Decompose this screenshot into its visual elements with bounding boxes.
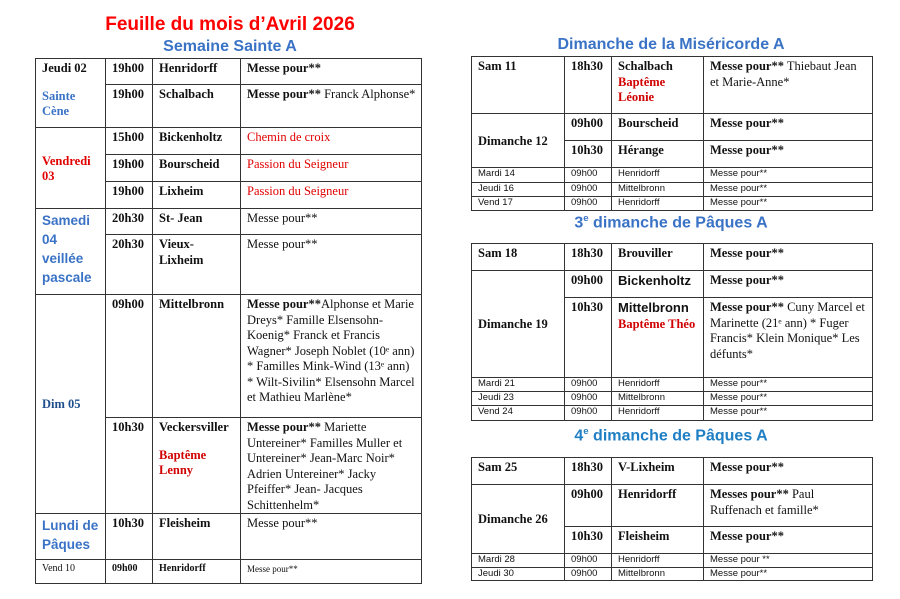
- intention-text: Messe pour **: [710, 554, 770, 565]
- day-cell: [472, 183, 565, 197]
- place-cell: [612, 168, 704, 183]
- section-heading-4e-dimanche: [471, 426, 871, 445]
- place-cell: [153, 418, 241, 514]
- schedule-table-4e-dimanche: [471, 457, 873, 581]
- intention-text: Messe pour**: [710, 406, 768, 417]
- day-label: Vendredi 03: [42, 153, 91, 183]
- intention-text: Messe pour**: [710, 568, 768, 579]
- intention-cell: [704, 141, 873, 168]
- place-cell: [153, 85, 241, 128]
- intention-bold: Messe pour**: [247, 61, 321, 75]
- intention-text: Messe pour**: [710, 392, 768, 403]
- day-label: Lundi de Pâques: [42, 518, 99, 552]
- intention-cell: [704, 458, 873, 485]
- baptism-note: Baptême Léonie: [618, 74, 666, 104]
- intention-bold: Messe pour**: [710, 460, 784, 474]
- intention-cell: [704, 485, 873, 527]
- intention-text: Messe pour**: [247, 516, 318, 530]
- intention-cell: [704, 392, 873, 406]
- place-name: Mittelbronn: [618, 300, 689, 315]
- place-cell: [612, 141, 704, 168]
- place-name: Mittelbronn: [618, 392, 665, 403]
- intention-text: Passion du Seigneur: [247, 184, 349, 198]
- place-name: Bourscheid: [159, 157, 220, 171]
- time-cell: 09h00: [565, 271, 612, 298]
- intention-cell: [704, 298, 873, 378]
- time-cell: 09h00: [565, 114, 612, 141]
- intention-bold: Messe pour**: [710, 143, 784, 157]
- day-cell: [36, 128, 106, 209]
- schedule-row: [472, 168, 873, 183]
- place-cell: [612, 271, 704, 298]
- heading-number: 3: [574, 214, 584, 232]
- day-label: Vend 17: [478, 197, 513, 208]
- schedule-row: [36, 209, 422, 235]
- heading-sup: e: [583, 426, 589, 437]
- intention-text: Cuny Marcel et Marinette (21ᵉ ann) * Fuger Francis* Klein Monique* Les défunts*: [710, 300, 865, 361]
- intention-bold: Messe pour**: [247, 297, 321, 311]
- place-cell: [153, 295, 241, 418]
- time-cell: 10h30: [565, 298, 612, 378]
- heading-sup: e: [583, 213, 589, 224]
- day-cell: [36, 295, 106, 514]
- heading-rest: dimanche de Pâques A: [588, 214, 768, 232]
- intention-cell: [704, 568, 873, 581]
- time-cell: 09h00: [565, 168, 612, 183]
- schedule-row: [472, 183, 873, 197]
- day-label: Vend 10: [42, 563, 76, 574]
- place-name: Henridorff: [618, 168, 660, 179]
- intention-bold: Messe pour**: [710, 529, 784, 543]
- intention-cell: [241, 128, 422, 155]
- place-name: Mittelbronn: [159, 297, 225, 311]
- day-label: Dimanche 12: [478, 133, 548, 148]
- day-label: Samedi 04 veillée pascale: [42, 213, 92, 285]
- schedule-row: [36, 514, 422, 560]
- page-title: Feuille du mois d’Avril 2026: [105, 14, 355, 35]
- place-cell: [612, 392, 704, 406]
- time-cell: 09h00: [106, 295, 153, 418]
- place-name: Mittelbronn: [618, 568, 665, 579]
- intention-text: Messe pour**: [710, 197, 768, 208]
- section-heading-misericorde: Dimanche de la Miséricorde A: [557, 36, 785, 53]
- place-name: Fleisheim: [159, 516, 211, 530]
- schedule-row: [472, 244, 873, 271]
- schedule-row: [472, 197, 873, 211]
- intention-bold: Messe pour**: [710, 246, 784, 260]
- day-cell: [472, 244, 565, 271]
- day-label: Sam 11: [478, 59, 517, 73]
- place-cell: [153, 182, 241, 209]
- place-name: Henridorff: [618, 487, 677, 501]
- time-cell: 09h00: [565, 183, 612, 197]
- intention-cell: [241, 85, 422, 128]
- day-label: Mardi 14: [478, 168, 515, 179]
- schedule-row: [36, 128, 422, 155]
- intention-text: Messe pour**: [710, 378, 768, 389]
- time-cell: 15h00: [106, 128, 153, 155]
- intention-cell: [241, 209, 422, 235]
- baptism-note: Baptême Lenny: [159, 447, 207, 477]
- intention-text: Messe pour**: [247, 564, 298, 574]
- intention-text: Messe pour**: [247, 237, 318, 251]
- time-cell: 10h30: [565, 141, 612, 168]
- heading-number: 4: [574, 427, 584, 445]
- schedule-table-3e-dimanche: [471, 243, 873, 421]
- day-cell: [36, 560, 106, 584]
- place-name: Veckersviller: [159, 420, 229, 434]
- place-name: Lixheim: [159, 184, 204, 198]
- place-cell: [612, 114, 704, 141]
- intention-cell: [704, 183, 873, 197]
- intention-cell: [704, 168, 873, 183]
- time-cell: 09h00: [565, 392, 612, 406]
- schedule-row: [472, 114, 873, 141]
- intention-text: Chemin de croix: [247, 130, 331, 144]
- schedule-row: [472, 554, 873, 568]
- schedule-row: [36, 560, 422, 584]
- place-cell: [153, 155, 241, 182]
- place-cell: [612, 57, 704, 114]
- day-cell: [472, 554, 565, 568]
- day-label: Jeudi 02: [42, 61, 87, 75]
- intention-bold: Messe pour**: [710, 116, 784, 130]
- day-label: Dim 05: [42, 397, 81, 412]
- time-cell: 09h00: [565, 197, 612, 211]
- time-cell: 10h30: [106, 418, 153, 514]
- intention-bold: Messe pour**: [710, 300, 784, 314]
- day-cell: [472, 57, 565, 114]
- schedule-row: [472, 378, 873, 392]
- day-cell: [36, 514, 106, 560]
- place-cell: [612, 554, 704, 568]
- place-name: Schalbach: [618, 59, 673, 73]
- place-name: Mittelbronn: [618, 183, 665, 194]
- intention-cell: [704, 554, 873, 568]
- day-sublabel: Sainte Cène: [42, 88, 76, 118]
- place-cell: [612, 244, 704, 271]
- day-label: Mardi 21: [478, 378, 515, 389]
- day-cell: [472, 271, 565, 378]
- schedule-row: [472, 392, 873, 406]
- place-cell: [153, 514, 241, 560]
- schedule-row: [472, 271, 873, 298]
- intention-cell: [241, 560, 422, 584]
- place-cell: [612, 568, 704, 581]
- day-label: Vend 24: [478, 406, 513, 417]
- intention-cell: [704, 527, 873, 554]
- time-cell: 19h00: [106, 59, 153, 85]
- place-name: Bickenholtz: [159, 130, 223, 144]
- time-cell: 09h00: [106, 560, 153, 584]
- place-cell: [153, 128, 241, 155]
- place-name: Brouviller: [618, 246, 673, 260]
- intention-text: Messe pour**: [710, 168, 768, 179]
- place-name: Henridorff: [618, 378, 660, 389]
- intention-text: Franck Alphonse*: [320, 87, 416, 101]
- intention-cell: [241, 59, 422, 85]
- heading-rest: dimanche de Pâques A: [588, 427, 768, 445]
- intention-cell: [704, 244, 873, 271]
- place-cell: [612, 485, 704, 527]
- day-label: Jeudi 16: [478, 183, 514, 194]
- intention-cell: [241, 295, 422, 418]
- place-cell: [153, 560, 241, 584]
- intention-text: Thiebaut Jean et Marie-Anne*: [710, 59, 857, 89]
- intention-bold: Messe pour**: [247, 87, 321, 101]
- place-cell: [612, 197, 704, 211]
- intention-cell: [704, 114, 873, 141]
- place-name: Henridorff: [159, 563, 206, 574]
- intention-bold: Messe pour**: [247, 420, 321, 434]
- intention-cell: [241, 235, 422, 295]
- day-cell: [472, 168, 565, 183]
- day-cell: [472, 378, 565, 392]
- day-cell: [472, 114, 565, 168]
- place-cell: [612, 183, 704, 197]
- section-heading-3e-dimanche: [471, 213, 871, 232]
- time-cell: 09h00: [565, 406, 612, 421]
- intention-text: Passion du Seigneur: [247, 157, 349, 171]
- schedule-row: [472, 57, 873, 114]
- intention-text: Mariette Untereiner* Familles Muller et Untereiner* Jean-Marc Noir* Adrien Untereiner* Jacky Pfeiffer* Jean- Jacques Schittenhelm*: [247, 420, 403, 512]
- day-cell: [472, 197, 565, 211]
- day-cell: [36, 209, 106, 295]
- place-name: Vieux-Lixheim: [159, 237, 204, 267]
- intention-bold: Messe pour**: [710, 59, 784, 73]
- intention-cell: [704, 271, 873, 298]
- time-cell: 19h00: [106, 155, 153, 182]
- day-cell: [472, 458, 565, 485]
- time-cell: 20h30: [106, 235, 153, 295]
- day-cell: [36, 59, 106, 128]
- day-cell: [472, 485, 565, 554]
- place-cell: [612, 378, 704, 392]
- schedule-row: [472, 458, 873, 485]
- place-name: Henridorff: [159, 61, 218, 75]
- day-label: Sam 25: [478, 460, 518, 474]
- time-cell: 09h00: [565, 568, 612, 581]
- place-name: St- Jean: [159, 211, 203, 225]
- time-cell: 20h30: [106, 209, 153, 235]
- time-cell: 09h00: [565, 554, 612, 568]
- time-cell: 18h30: [565, 244, 612, 271]
- place-name: Hérange: [618, 143, 664, 157]
- day-label: Mardi 28: [478, 554, 515, 565]
- place-name: Bourscheid: [618, 116, 679, 130]
- time-cell: 09h00: [565, 378, 612, 392]
- intention-cell: [704, 57, 873, 114]
- place-name: Fleisheim: [618, 529, 670, 543]
- schedule-row: [36, 295, 422, 418]
- day-cell: [472, 568, 565, 581]
- intention-cell: [704, 406, 873, 421]
- place-name: Schalbach: [159, 87, 214, 101]
- time-cell: 19h00: [106, 85, 153, 128]
- intention-cell: [241, 514, 422, 560]
- place-name: V-Lixheim: [618, 460, 675, 474]
- place-name: Henridorff: [618, 554, 660, 565]
- place-cell: [612, 527, 704, 554]
- time-cell: 10h30: [106, 514, 153, 560]
- schedule-row: [472, 406, 873, 421]
- intention-bold: Messes pour**: [710, 487, 789, 501]
- intention-cell: [241, 418, 422, 514]
- place-cell: [612, 406, 704, 421]
- place-name: Henridorff: [618, 406, 660, 417]
- day-label: Dimanche 19: [478, 317, 548, 332]
- time-cell: 10h30: [565, 527, 612, 554]
- intention-cell: [241, 182, 422, 209]
- intention-cell: [241, 155, 422, 182]
- place-cell: [153, 209, 241, 235]
- schedule-row: [36, 59, 422, 85]
- time-cell: 18h30: [565, 458, 612, 485]
- place-cell: [612, 298, 704, 378]
- schedule-row: [472, 485, 873, 527]
- schedule-table-misericorde: [471, 56, 873, 211]
- place-cell: [153, 59, 241, 85]
- intention-text: Paul Ruffenach et famille*: [710, 487, 819, 517]
- day-label: Dimanche 26: [478, 512, 548, 527]
- intention-cell: [704, 197, 873, 211]
- baptism-note: Baptême Théo: [618, 316, 696, 331]
- day-cell: [472, 392, 565, 406]
- schedule-table-semaine-sainte: [35, 58, 422, 584]
- section-heading-semaine-sainte: Semaine Sainte A: [163, 38, 297, 55]
- intention-bold: Messe pour**: [710, 273, 784, 287]
- time-cell: 19h00: [106, 182, 153, 209]
- place-name: Henridorff: [618, 197, 660, 208]
- intention-text: Messe pour**: [710, 183, 768, 194]
- intention-text: Alphonse et Marie Dreys* Famille Elsensohn-Koenig* Franck et Francis Wagner* Joseph Noblet (10ᵉ ann) * Familles Mink-Wind (13ᵉ ann) * Wilt-Sivilin* Elsensohn Marcel et Mathieu Marlène*: [247, 297, 415, 404]
- time-cell: 18h30: [565, 57, 612, 114]
- day-cell: [472, 406, 565, 421]
- time-cell: 09h00: [565, 485, 612, 527]
- place-cell: [612, 458, 704, 485]
- place-cell: [153, 235, 241, 295]
- intention-text: Messe pour**: [247, 211, 318, 225]
- day-label: Jeudi 23: [478, 392, 514, 403]
- schedule-row: [472, 568, 873, 581]
- day-label: Jeudi 30: [478, 568, 514, 579]
- place-name: Bickenholtz: [618, 273, 691, 288]
- intention-cell: [704, 378, 873, 392]
- day-label: Sam 18: [478, 246, 518, 260]
